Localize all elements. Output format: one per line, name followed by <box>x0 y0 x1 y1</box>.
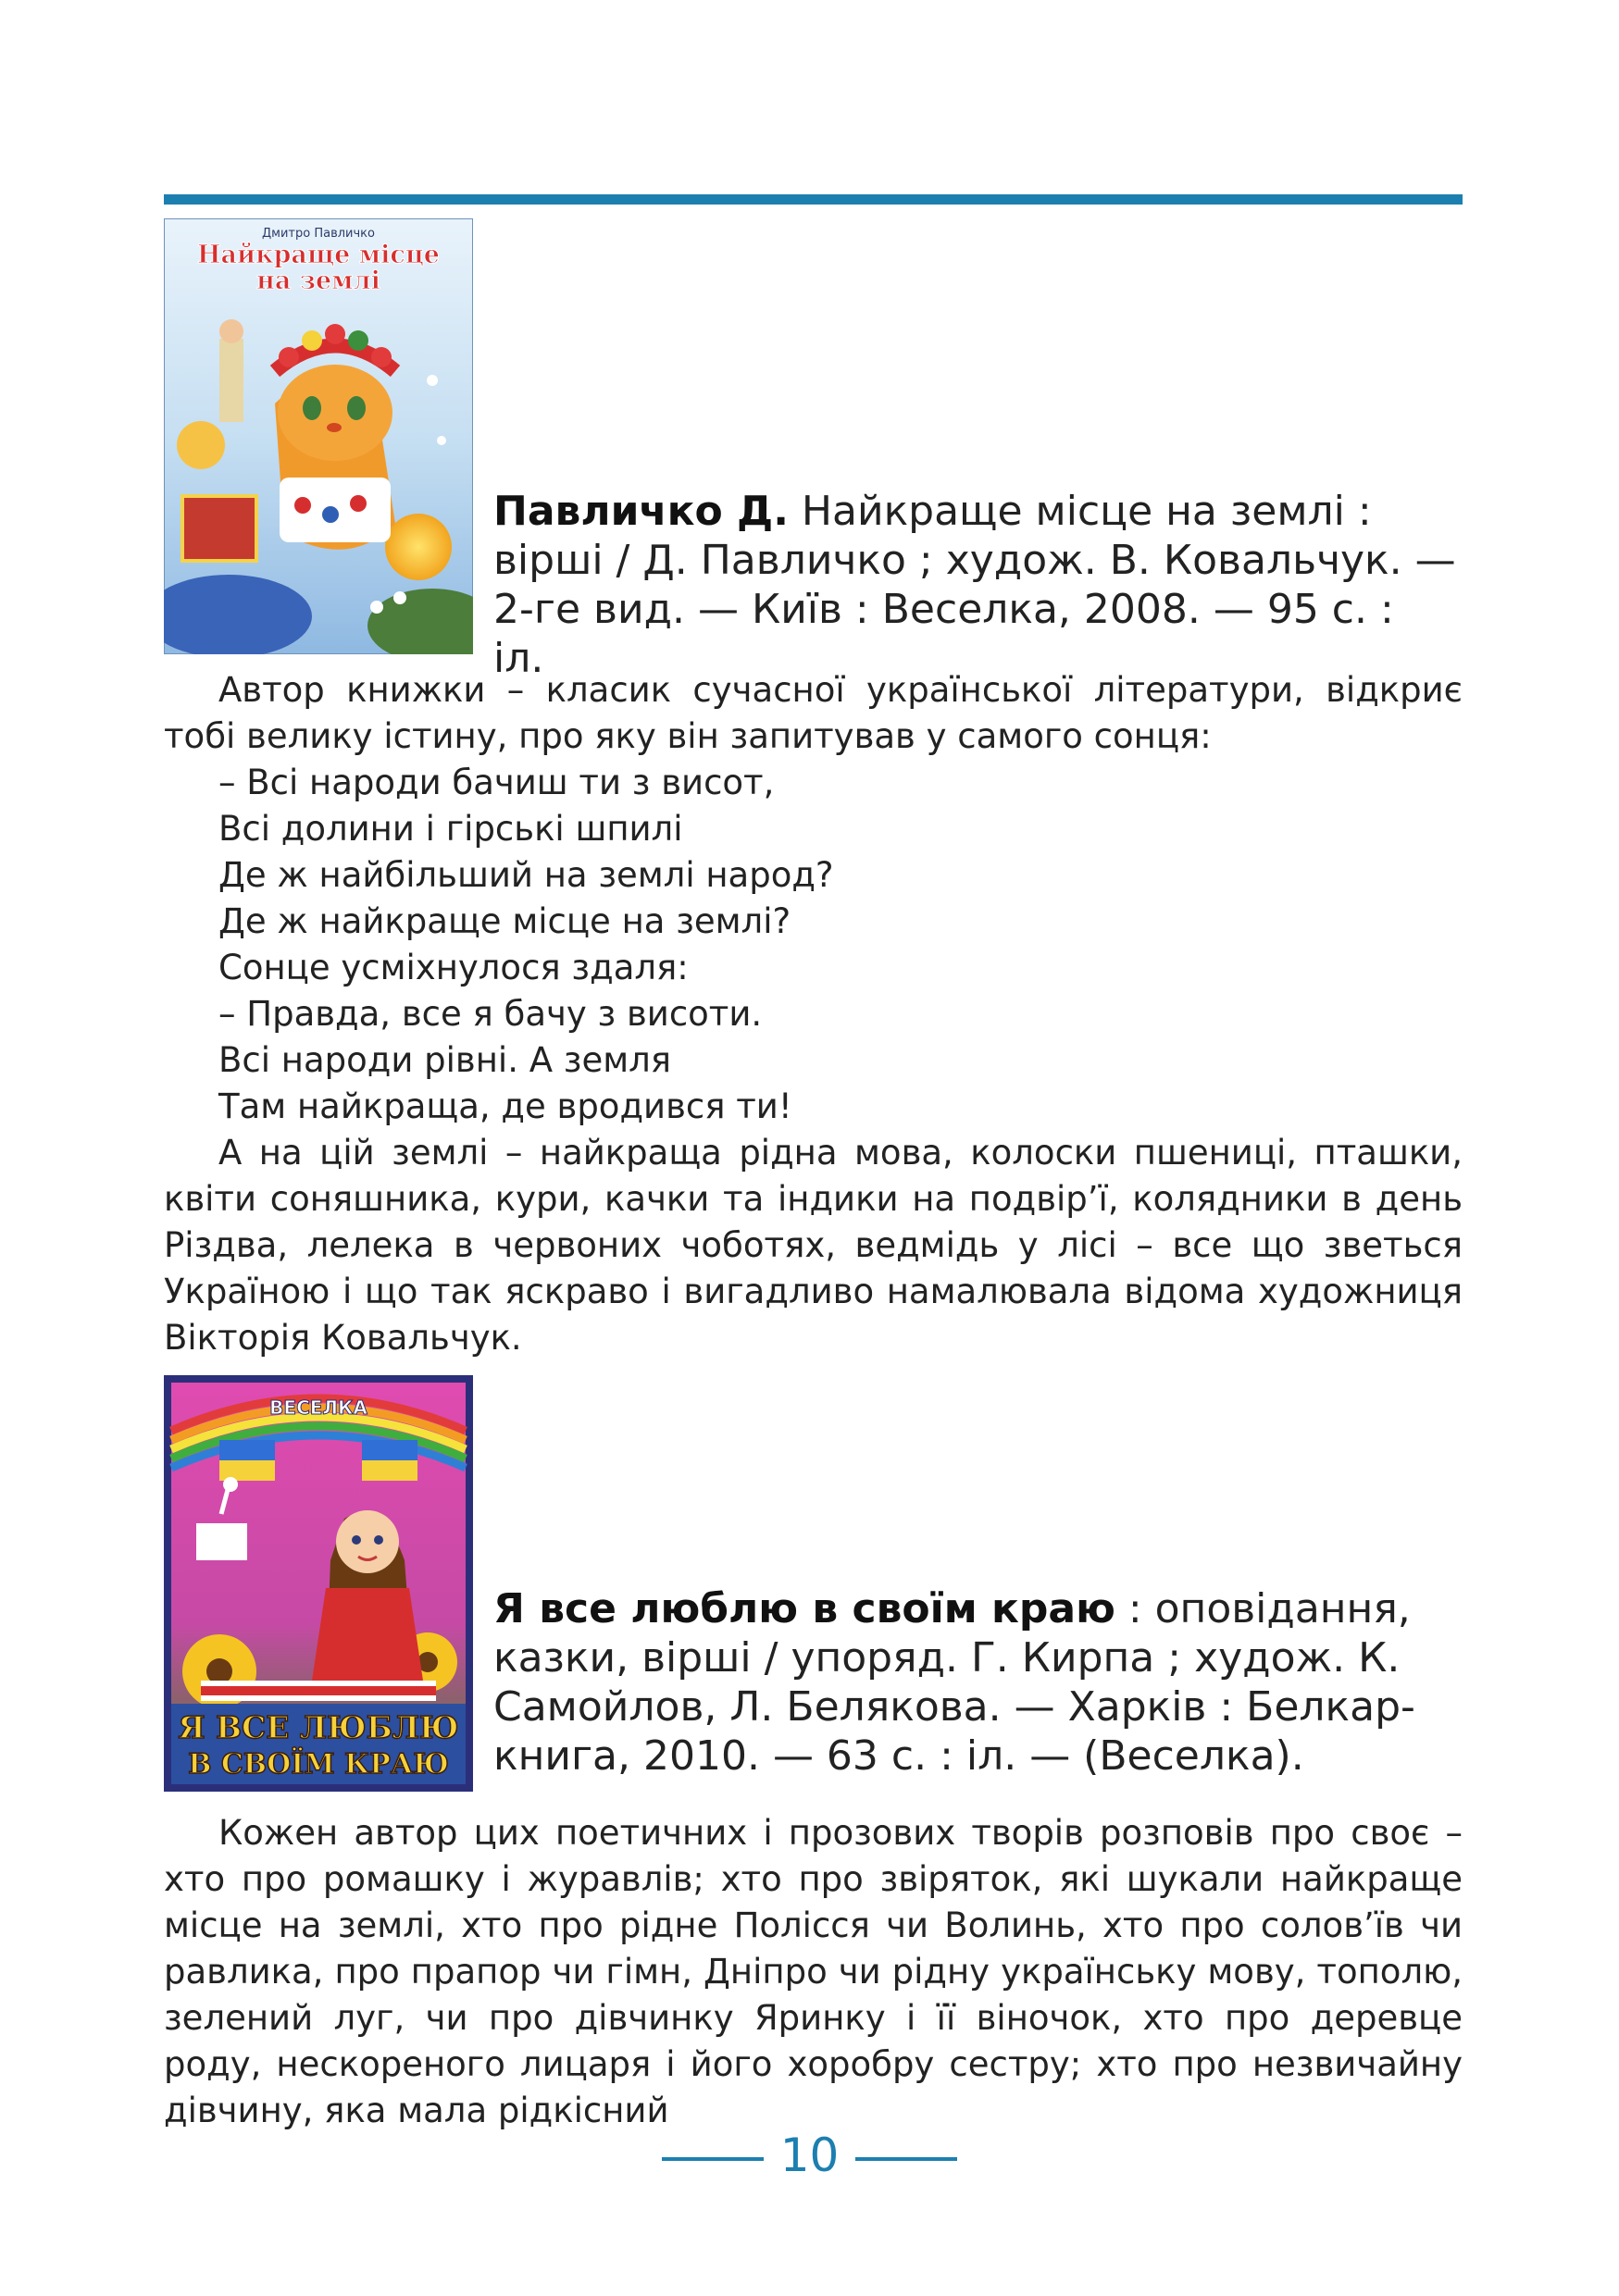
page-number <box>0 2128 1619 2182</box>
cover-title-line-2: В СВОЇМ КРАЮ <box>188 1748 449 1781</box>
verse-line: Там найкраща, де вродився ти! <box>218 1086 792 1126</box>
description-paragraph: Кожен автор цих поетичних і прозових творів розповів про своє – хто про ромашку і журавлів; хто про звіряток, які шукали найкраще місце на землі, хто про рідне Полісся чи Волинь, хто про солов’їв чи равлика, про прапор чи гімн, Дніпро чи рідну українську мову, тополю, зелений луг, чи про дівчинку Яринку і її віночок, хто про деревце роду, нескореного лицаря і його хоробру сестру; хто про незвичайну дівчину, яка мала рідкісний <box>164 1813 1463 2130</box>
page-number-rule-right <box>855 2157 957 2161</box>
intro-paragraph: Автор книжки – класик сучасної української літератури, відкриє тобі велику істину, про яку він запитував у самого сонця: <box>164 670 1463 756</box>
verse-line: Де ж найбільший на землі народ? <box>218 855 834 895</box>
cover-title-line-1: Найкраще місце <box>197 241 440 269</box>
citation-1 <box>493 487 1456 683</box>
cover-title-line-2: на землі <box>256 267 380 295</box>
citation-author: Павличко Д. <box>493 488 789 535</box>
verse-line: Всі народи рівні. А земля <box>218 1040 672 1080</box>
citation-details: Найкраще місце на землі : вірші / Д. Павличко ; худож. В. Ковальчук. — 2-ге вид. — Київ : Веселка, 2008. — 95 с. : іл. <box>493 488 1456 682</box>
book-cover-2 <box>164 1375 473 1792</box>
book-cover-1 <box>164 218 473 654</box>
cover-series: ВЕСЕЛКА <box>269 1396 367 1419</box>
citation-details: : оповідання, казки, вірші / упоряд. Г. Кирпа ; худож. К. Самойлов, Л. Белякова. — Харків : Белкаркнига, 2010. — 63 с. : іл. — (Веселка). <box>493 1585 1415 1780</box>
poem <box>164 760 1463 1130</box>
top-rule <box>164 194 1463 205</box>
verse-line: – Всі народи бачиш ти з висот, <box>218 763 775 802</box>
outro-paragraph: А на цій землі – найкраща рідна мова, колоски пшениці, пташки, квіти соняшника, кури, качки та індики на подвір’ї, колядники в день Різдва, лелека в червоних чоботях, ведмідь у лісі – все що зветься Україною і що так яскраво і вигадливо намалювала відома художниця Вікторія Ковальчук. <box>164 1133 1463 1358</box>
cover-title-line-1: Я ВСЕ ЛЮБЛЮ <box>178 1709 459 1745</box>
cover-author: Дмитро Павличко <box>262 227 375 241</box>
cover-illustration-2 <box>164 1375 473 1792</box>
citation-title: Я все люблю в своїм краю <box>493 1585 1115 1632</box>
citation-2 <box>493 1584 1456 1781</box>
verse-line: – Правда, все я бачу з висоти. <box>218 994 763 1034</box>
verse-line: Сонце усміхнулося здаля: <box>218 948 689 987</box>
page-number-value: 10 <box>779 2128 840 2182</box>
page-number-rule-left <box>662 2157 764 2161</box>
description-2 <box>164 1810 1463 2134</box>
verse-line: Де ж найкраще місце на землі? <box>218 901 791 941</box>
description-1 <box>164 667 1463 1361</box>
verse-line: Всі долини і гірські шпилі <box>218 809 683 849</box>
cover-illustration-1 <box>164 218 473 654</box>
